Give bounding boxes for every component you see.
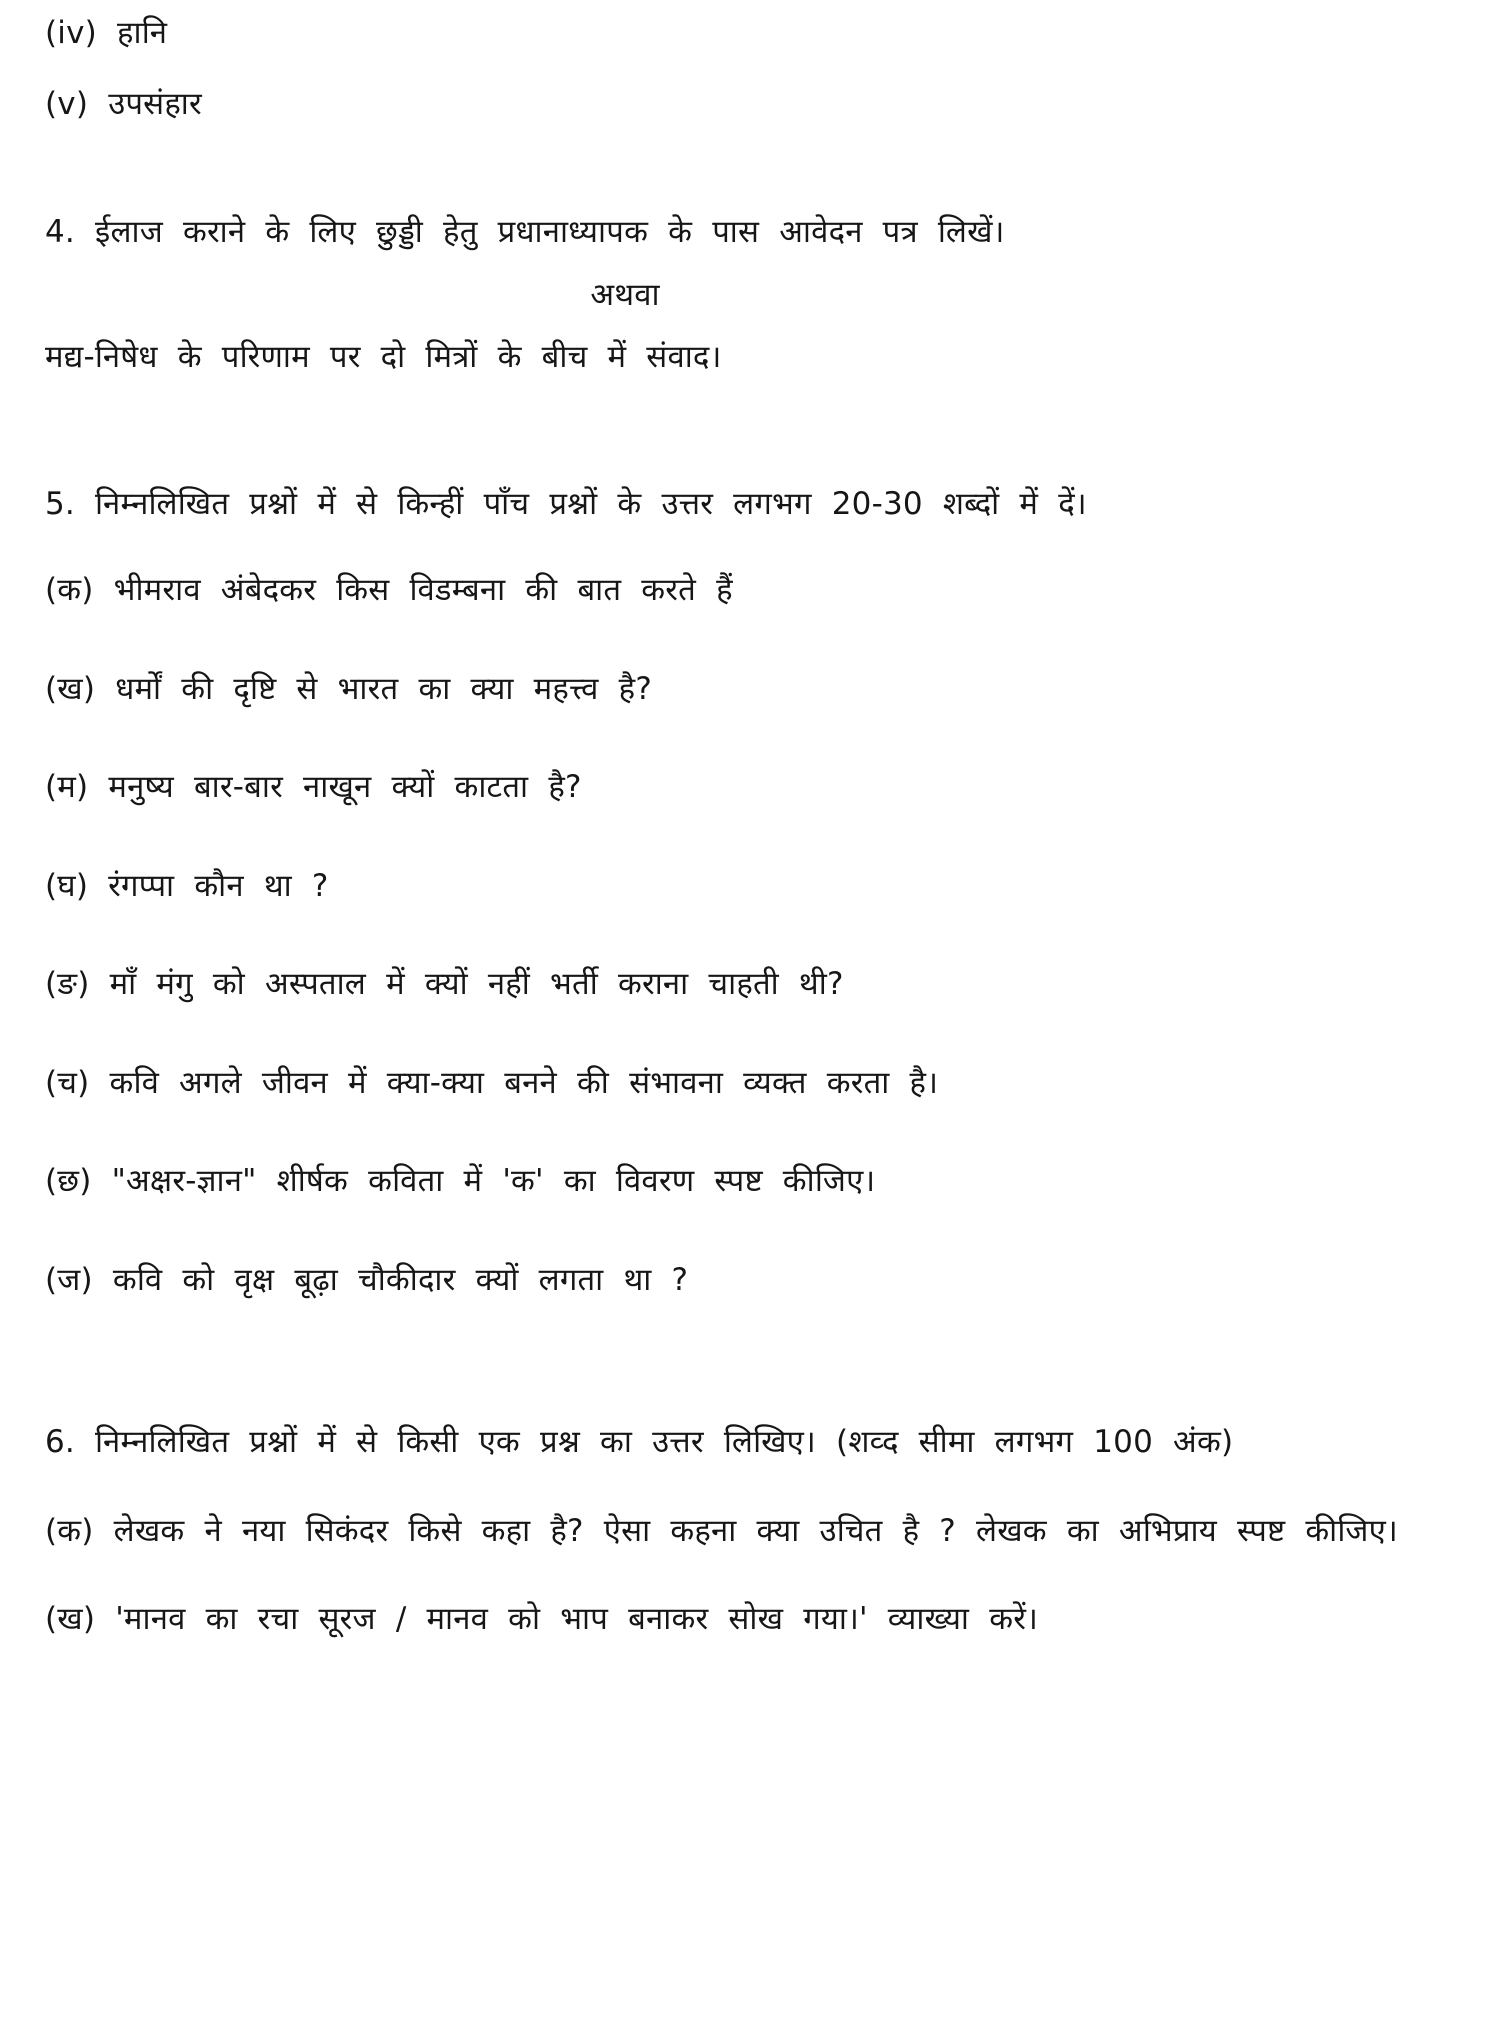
question-6-intro: 6. निम्नलिखित प्रश्नों में से किसी एक प्रश्न का उत्तर लिखिए। (शव्द सीमा लगभग 100 अंक) <box>45 1424 1234 1460</box>
question-5-item-chha: (छ) "अक्षर-ज्ञान" शीर्षक कविता में 'क' का विवरण स्पष्ट कीजिए। <box>45 1163 876 1199</box>
question-6-item-ka: (क) लेखक ने नया सिकंदर किसे कहा है? ऐसा कहना क्या उचित है ? लेखक का अभिप्राय स्पष्ट कीजिए। <box>45 1512 1398 1549</box>
question-4-alternative: मद्य-निषेध के परिणाम पर दो मित्रों के बीच में संवाद। <box>45 339 722 375</box>
outline-item-v: (v) उपसंहार <box>45 85 202 122</box>
question-5-item-ka: (क) भीमराव अंबेदकर किस विडम्बना की बात करते हैं <box>45 572 733 608</box>
question-5-item-nga: (ङ) माँ मंगु को अस्पताल में क्यों नहीं भर्ती कराना चाहती थी? <box>45 966 844 1002</box>
question-6-item-kha: (ख) 'मानव का रचा सूरज / मानव को भाप बनाकर सोख गया।' व्याख्या करें। <box>45 1601 1039 1637</box>
question-5-item-cha: (च) कवि अगले जीवन में क्या-क्या बनने की संभावना व्यक्त करता है। <box>45 1064 939 1101</box>
question-5-item-gha: (घ) रंगप्पा कौन था ? <box>45 867 329 904</box>
question-4-or-separator: अथवा <box>590 276 660 313</box>
question-5-item-kha: (ख) धर्मों की दृष्टि से भारत का क्या महत्त्व है? <box>45 670 652 707</box>
question-5-item-ma: (म) मनुष्य बार-बार नाखून क्यों काटता है? <box>45 769 582 805</box>
question-4-text: 4. ईलाज कराने के लिए छुड्डी हेतु प्रधानाध्यापक के पास आवेदन पत्र लिखें। <box>45 214 1005 250</box>
question-5-item-ja: (ज) कवि को वृक्ष बूढ़ा चौकीदार क्यों लगता था ? <box>45 1261 689 1298</box>
outline-item-iv: (iv) हानि <box>45 15 168 51</box>
question-5-intro: 5. निम्नलिखित प्रश्नों में से किन्हीं पाँच प्रश्नों के उत्तर लगभग 20-30 शब्दों में दें। <box>45 485 1087 522</box>
